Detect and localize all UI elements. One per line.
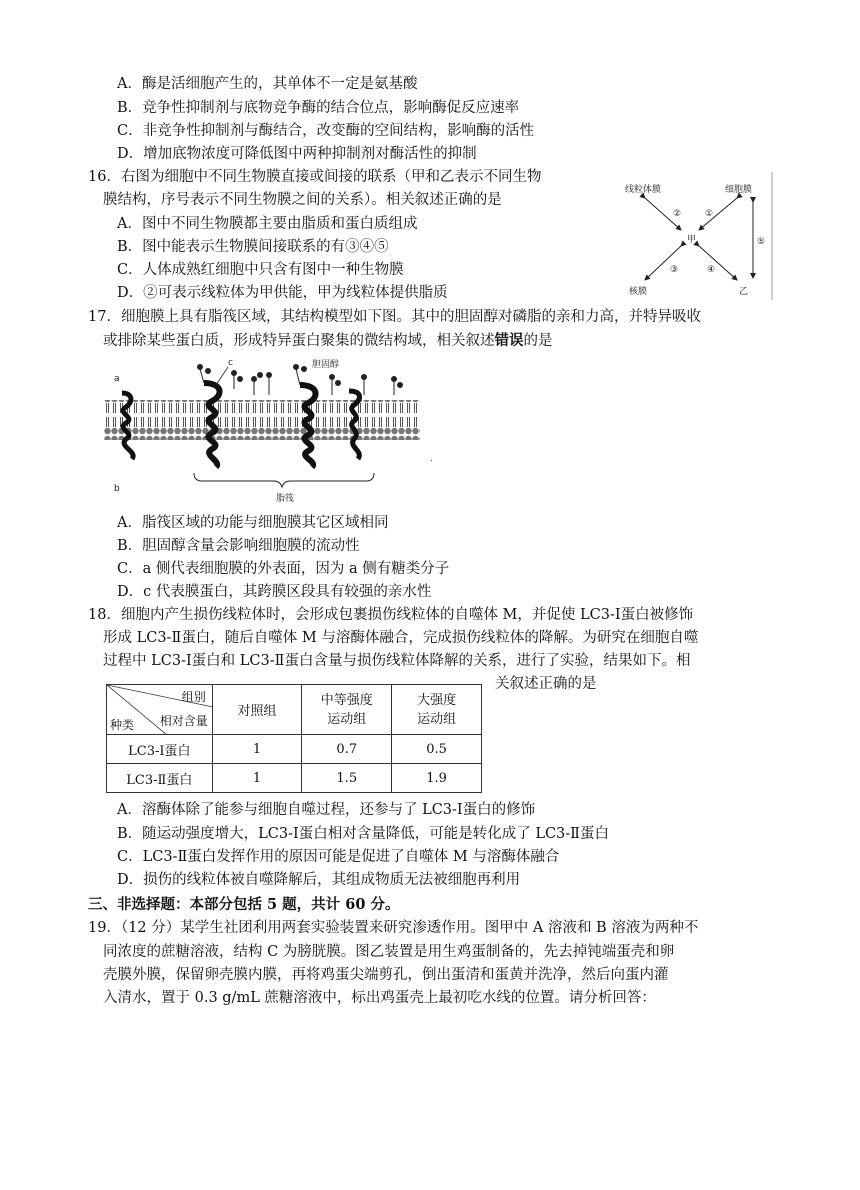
- label-jia: 甲: [687, 235, 697, 245]
- q16-option-d: D．②可表示线粒体为甲供能，甲为线粒体提供脂质: [117, 285, 448, 301]
- raft-brace: [194, 473, 374, 487]
- label-raft: 脂筏: [276, 494, 295, 503]
- corner-top: 组别: [181, 690, 206, 704]
- arrow-4: [699, 246, 737, 280]
- row2-label: LC3-Ⅱ蛋白: [107, 764, 213, 793]
- table-row: [107, 735, 482, 764]
- corner-mid: 相对含量: [159, 714, 208, 728]
- section-3-heading: 三、非选择题：本部分包括 5 题，共计 60 分。: [88, 896, 400, 913]
- q16-stem-line1: 16．右图为细胞中不同生物膜直接或间接的联系（甲和乙表示不同生物: [88, 169, 542, 185]
- q17-stem-pre: 或排除某些蛋白质，形成特异蛋白聚集的微结构域，相关叙述: [103, 333, 495, 349]
- row2-moderate: 1.5: [302, 764, 392, 793]
- lc3-table: [106, 684, 482, 793]
- phospholipid-bilayer: [104, 400, 420, 440]
- label-n2: ②: [673, 209, 682, 219]
- q17-option-d: D．c 代表膜蛋白，其跨膜区段具有较强的亲水性: [117, 584, 432, 600]
- header-high-l2: 运动组: [417, 711, 457, 727]
- q18-option-b: B．随运动强度增大，LC3-Ⅰ蛋白相对含量降低，可能是转化成了 LC3-Ⅱ蛋白: [117, 826, 610, 842]
- q16-option-b: B．图中能表示生物膜间接联系的有③④⑤: [117, 239, 389, 255]
- lipid-raft-figure: [104, 355, 444, 503]
- label-dot: .: [430, 454, 433, 464]
- label-n4: ④: [707, 265, 716, 275]
- q18-stem-line2: 形成 LC3-Ⅱ蛋白，随后自噬体 M 与溶酶体融合，完成损伤线粒体的降解。为研究在细胞自噬: [103, 630, 699, 646]
- q16-stem-line2: 膜结构，序号表示不同生物膜之间的关系）。相关叙述正确的是: [103, 192, 502, 208]
- q17-stem-line2: [103, 331, 553, 351]
- q15-option-a: A．酶是活细胞产生的，其单体不一定是氨基酸: [117, 76, 418, 92]
- label-n1: ①: [705, 209, 714, 219]
- row1-moderate: 0.7: [302, 735, 392, 764]
- q17-stem-line1: 17．细胞膜上具有脂筏区域，其结构模型如下图。其中的胆固醇对磷脂的亲和力高，并特异吸收: [88, 309, 701, 325]
- q18-stem-line3: 过程中 LC3-Ⅰ蛋白和 LC3-Ⅱ蛋白含量与损伤线粒体降解的关系，进行了实验，结果如下。相: [103, 653, 691, 669]
- label-n3: ③: [670, 265, 679, 275]
- q18-option-a: A．溶酶体除了能参与细胞自噬过程，还参与了 LC3-Ⅰ蛋白的修饰: [117, 802, 536, 818]
- row2-control: 1: [212, 764, 302, 793]
- q18-option-d: D．损伤的线粒体被自噬降解后，其组成物质无法被细胞再利用: [117, 872, 521, 888]
- q17-option-b: B．胆固醇含量会影响细胞膜的流动性: [117, 538, 360, 554]
- header-moderate-l2: 运动组: [327, 711, 367, 727]
- table-corner-cell: [107, 685, 213, 735]
- label-cholesterol: 胆固醇: [312, 360, 340, 370]
- q18-stem-line1: 18．细胞内产生损伤线粒体时，会形成包裹损伤线粒体的自噬体 M，并促使 LC3-Ⅰ蛋白被修饰: [88, 607, 694, 623]
- label-b: b: [114, 484, 120, 494]
- q19-line2: 同浓度的蔗糖溶液，结构 C 为膀胱膜。图乙装置是用生鸡蛋制备的，先去掉钝端蛋壳和卵: [103, 944, 675, 960]
- header-moderate: [302, 685, 392, 735]
- q17-option-a: A．脂筏区域的功能与细胞膜其它区域相同: [117, 515, 389, 531]
- q18-option-c: C．LC3-Ⅱ蛋白发挥作用的原因可能是促进了自噬体 M 与溶酶体融合: [117, 849, 560, 865]
- label-yi: 乙: [739, 287, 749, 297]
- label-a: a: [114, 374, 120, 384]
- q15-option-c: C．非竞争性抑制剂与酶结合，改变酶的空间结构，影响酶的活性: [117, 123, 535, 139]
- q19-line3: 壳膜外膜，保留卵壳膜内膜，再将鸡蛋尖端剪孔，倒出蛋清和蛋黄并洗净，然后向蛋内灌: [103, 967, 669, 983]
- q19-line1: 19．（12 分）某学生社团利用两套实验装置来研究渗透作用。图甲中 A 溶液和 B 溶液为两种不: [88, 920, 699, 936]
- q19-line4: 入清水，置于 0.3 g/mL 蔗糖溶液中，标出鸡蛋壳上最初吃水线的位置。请分析回答：: [103, 990, 656, 1006]
- glycans: [198, 365, 403, 396]
- q15-option-d: D．增加底物浓度可降低图中两种抑制剂对酶活性的抑制: [117, 146, 477, 162]
- label-cell-membrane: 细胞膜: [725, 185, 753, 195]
- table-row: [107, 764, 482, 793]
- label-mito-membrane: 线粒体膜: [625, 185, 662, 195]
- row2-high: 1.9: [392, 764, 482, 793]
- header-high-l1: 大强度: [417, 692, 457, 708]
- header-high: [392, 685, 482, 735]
- row1-high: 0.5: [392, 735, 482, 764]
- q16-option-a: A．图中不同生物膜都主要由脂质和蛋白质组成: [117, 216, 418, 232]
- q18-stem-line4: 关叙述正确的是: [495, 676, 597, 692]
- q16-option-c: C．人体成熟红细胞中只含有图中一种生物膜: [117, 262, 404, 278]
- q17-stem-post: 的是: [523, 333, 553, 349]
- q15-option-b: B．竞争性抑制剂与底物竞争酶的结合位点，影响酶促反应速率: [117, 100, 520, 116]
- row1-control: 1: [212, 735, 302, 764]
- q17-stem-bold: 错误: [494, 332, 524, 349]
- membrane-relation-diagram: [615, 172, 775, 300]
- corner-left: 种类: [110, 718, 135, 732]
- row1-label: LC3-Ⅰ蛋白: [107, 735, 213, 764]
- q17-option-c: C．a 侧代表细胞膜的外表面，因为 a 侧有糖类分子: [117, 561, 450, 577]
- header-moderate-l1: 中等强度: [320, 692, 373, 708]
- header-control: 对照组: [212, 685, 302, 735]
- label-c: c: [228, 358, 233, 368]
- label-nuclear-membrane: 核膜: [629, 287, 648, 297]
- label-n5: ⑤: [757, 237, 766, 247]
